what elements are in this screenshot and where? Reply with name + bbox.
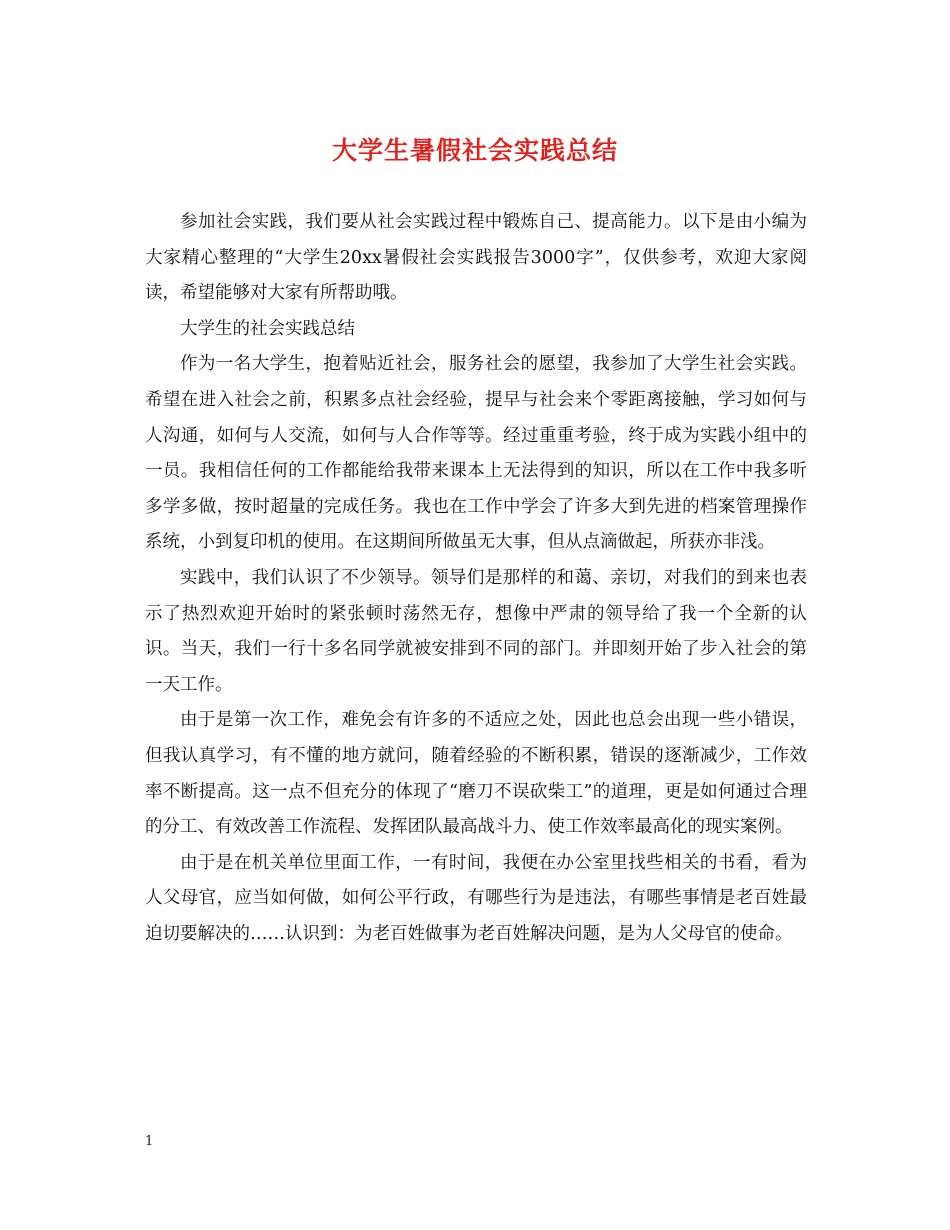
document-body — [145, 205, 807, 952]
paragraph-leaders: 实践中，我们认识了不少领导。领导们是那样的和蔼、亲切，对我们的到来也表示了热烈欢迎开始时的紧张顿时荡然无存，想像中严肃的领导给了我一个全新的认识。当天，我们一行十多名同学就被安排到不同的部门。并即刻开始了步入社会的第一天工作。 — [145, 567, 807, 695]
section-heading: 大学生的社会实践总结 — [180, 318, 355, 339]
paragraph-first-work: 由于是第一次工作，难免会有许多的不适应之处，因此也总会出现一些小错误，但我认真学习，有不懂的地方就问，随着经验的不断积累，错误的逐渐减少，工作效率不断提高。这一点不但充分的体现了“磨刀不误砍柴工”的道理，更是如何通过合理的分工、有效改善工作流程、发挥团队最高战斗力、使工作效率最高化的现实案例。 — [145, 710, 807, 838]
page-number: 1 — [145, 1134, 154, 1149]
paragraph-motivation: 作为一名大学生，抱着贴近社会，服务社会的愿望，我参加了大学生社会实践。希望在进入社会之前，积累多点社会经验，提早与社会来个零距离接触，学习如何与人沟通，如何与人交流，如何与人合作等等。经过重重考验，终于成为实践小组中的一员。我相信任何的工作都能给我带来课本上无法得到的知识，所以在工作中我多听多学多做，按时超量的完成任务。我也在工作中学会了许多大到先进的档案管理操作系统，小到复印机的使用。在这期间所做虽无大事，但从点滴做起，所获亦非浅。 — [145, 354, 807, 553]
paragraph-office-reading: 由于是在机关单位里面工作，一有时间，我便在办公室里找些相关的书看，看为人父母官，应当如何做，如何公平行政，有哪些行为是违法，有哪些事情是老百姓最迫切要解决的……认识到：为老百姓做事为老百姓解决问题，是为人父母官的使命。 — [145, 852, 807, 944]
paragraph-intro: 参加社会实践，我们要从社会实践过程中锻炼自己、提高能力。以下是由小编为大家精心整理的“大学生20xx暑假社会实践报告3000字”，仅供参考，欢迎大家阅读，希望能够对大家有所帮助哦。 — [145, 212, 807, 304]
document-title: 大学生暑假社会实践总结 — [331, 136, 618, 165]
